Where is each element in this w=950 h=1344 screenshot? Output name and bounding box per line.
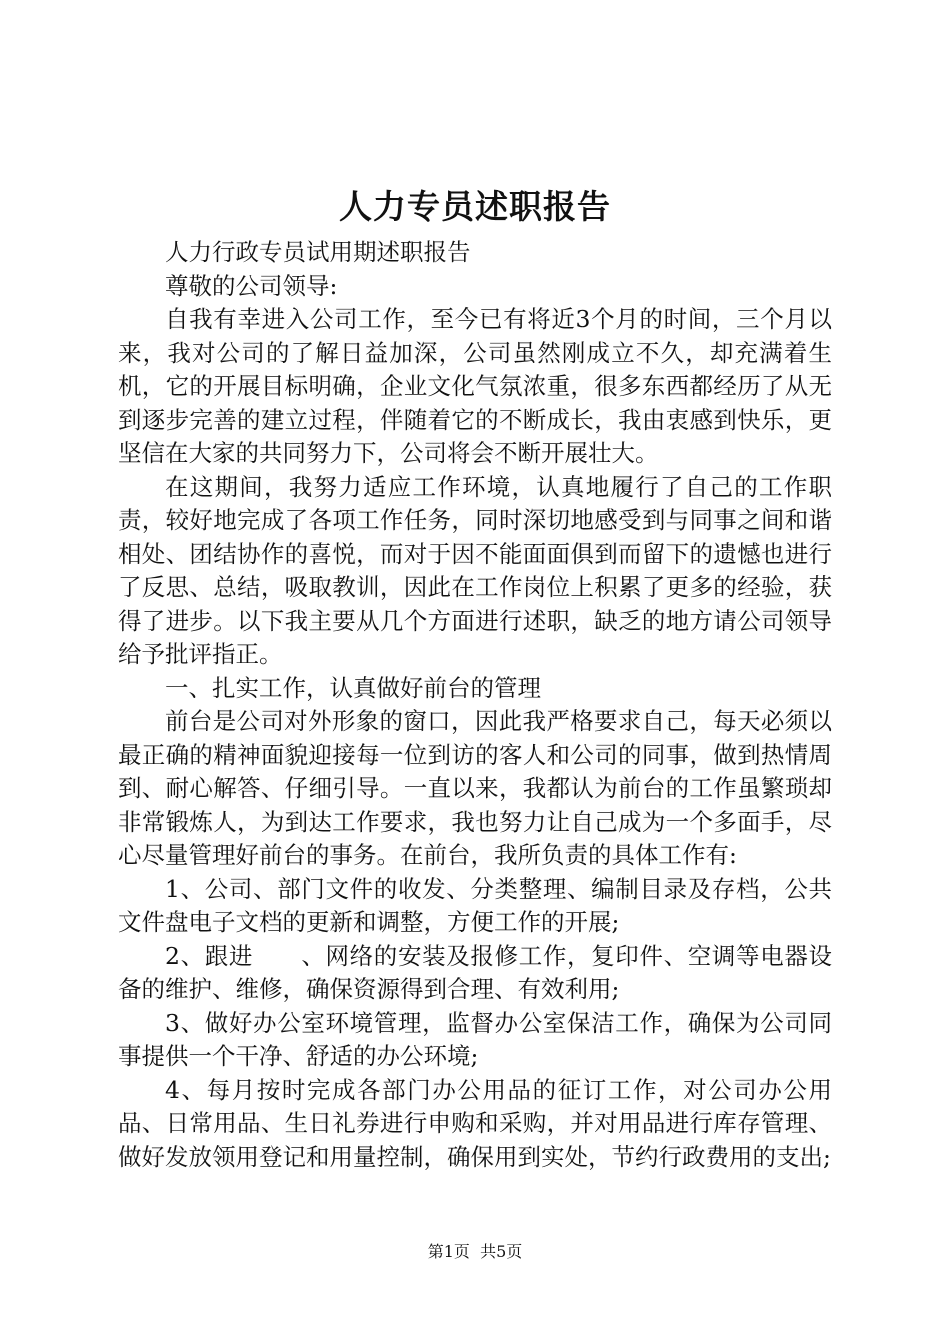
document-title: 人力专员述职报告 [339,187,611,226]
duty-item-1: 1、公司、部门文件的收发、分类整理、编制目录及存档，公共文件盘电子文档的更新和调整，方便工作的开展; [118,874,832,936]
document-body [118,236,832,1174]
page-footer [0,1240,950,1264]
duty-item-2: 2、跟进 、网络的安装及报修工作，复印件、空调等电器设备的维护、维修，确保资源得到合理、有效利用; [118,941,832,1003]
page-number-label: 第1页 共5页 [427,1242,523,1261]
summary-paragraph: 在这期间，我努力适应工作环境，认真地履行了自己的工作职责，较好地完成了各项工作任务，同时深切地感受到与同事之间和谐相处、团结协作的喜悦，而对于因不能面面俱到而留下的遗憾也进行了反思、总结，吸取教训，因此在工作岗位上积累了更多的经验，获得了进步。以下我主要从几个方面进行述职，缺乏的地方请公司领导给予批评指正。 [118,472,832,668]
front-desk-paragraph: 前台是公司对外形象的窗口，因此我严格要求自己，每天必须以最正确的精神面貌迎接每一位到访的客人和公司的同事，做到热情周到、耐心解答、仔细引导。一直以来，我都认为前台的工作虽繁琐却非常锻炼人，为到达工作要求，我也努力让自己成为一个多面手，尽心尽量管理好前台的事务。在前台，我所负责的具体工作有: [118,707,832,869]
salutation-paragraph: 尊敬的公司领导: [165,271,338,300]
duty-item-4: 4、每月按时完成各部门办公用品的征订工作，对公司办公用品、日常用品、生日礼券进行申购和采购，并对用品进行库存管理、做好发放领用登记和用量控制，确保用到实处，节约行政费用的支出; [118,1075,832,1171]
intro-paragraph: 自我有幸进入公司工作，至今已有将近3个月的时间，三个月以来，我对公司的了解日益加深，公司虽然刚成立不久，却充满着生机，它的开展目标明确，企业文化气氛浓重，很多东西都经历了从无到逐步完善的建立过程，伴随着它的不断成长，我由衷感到快乐，更坚信在大家的共同努力下，公司将会不断开展壮大。 [118,305,832,467]
subtitle-paragraph: 人力行政专员试用期述职报告 [165,238,471,266]
section-heading-1: 一、扎实工作，认真做好前台的管理 [165,673,541,702]
duty-item-3: 3、做好办公室环境管理，监督办公室保洁工作，确保为公司同事提供一个干净、舒适的办公环境; [118,1008,832,1070]
